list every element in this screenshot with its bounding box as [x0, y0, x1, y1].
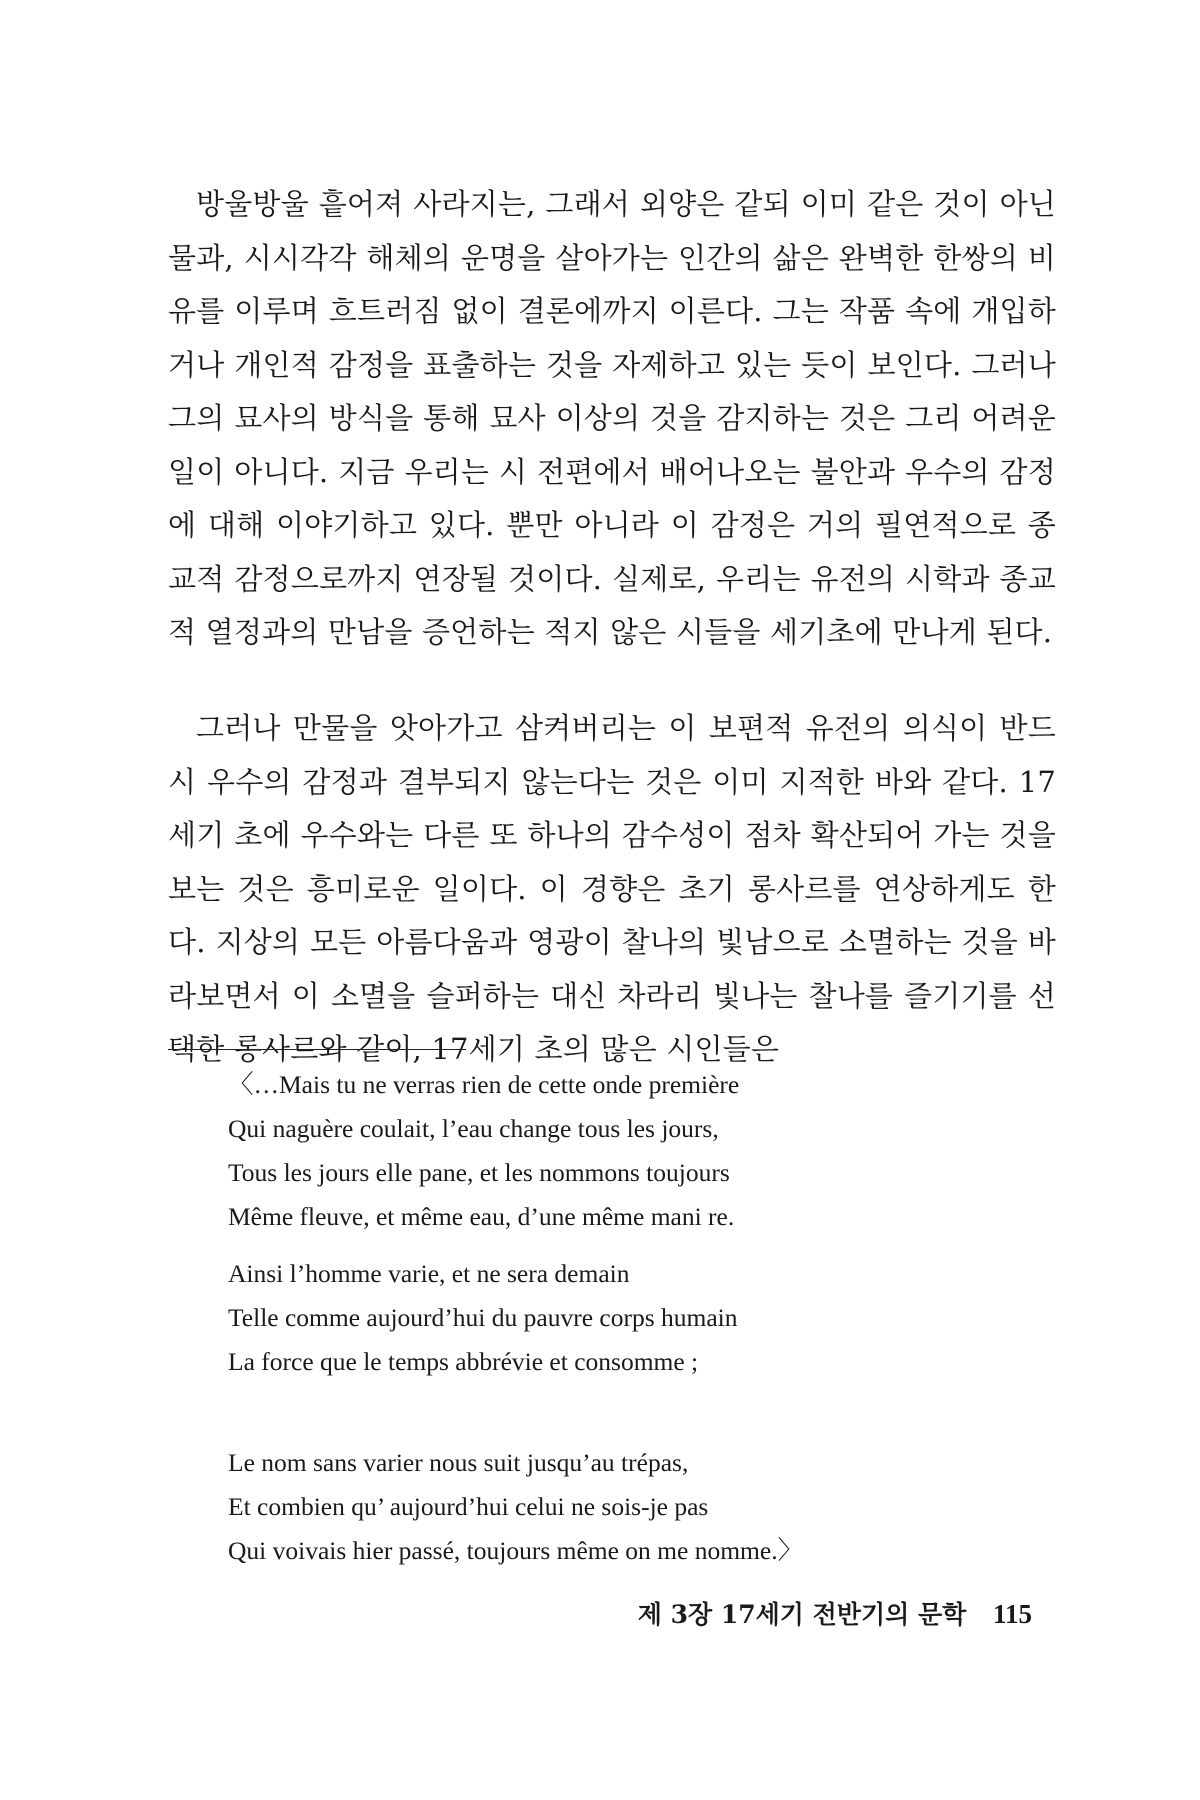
poem-line: Qui naguère coulait, l’eau change tous les jours, — [228, 1114, 719, 1143]
poem-line: Qui voivais hier passé, toujours même on me nomme.〉 — [228, 1536, 804, 1565]
body-paragraph: 방울방울 흩어져 사라지는, 그래서 외양은 같되 이미 같은 것이 아닌 물과, 시시각각 해체의 운명을 살아가는 인간의 삶은 완벽한 한쌍의 비유를 이루며 흐트러짐 없이 결론에까지 이른다. 그는 작품 속에 개입하거나 개인적 감정을 표출하는 것을 자제하고 있는 듯이 보인다. 그러나 그의 묘사의 방식을 통해 묘사 이상의 것을 감지하는 것은 그리 어려운 일이 아니다. 지금 우리는 시 전편에서 배어나오는 불안과 우수의 감정에 대해 이야기하고 있다. 뿐만 아니라 이 감정은 거의 필연적으로 종교적 감정으로까지 연장될 것이다. 실제로, 우리는 유전의 시학과 종교적 열정과의 만남을 증언하는 적지 않은 시들을 세기초에 만나게 된다. — [168, 187, 1056, 649]
poem-stanza — [228, 1441, 1058, 1573]
poem-line: Ainsi l’homme varie, et ne sera demain — [228, 1259, 630, 1288]
poem-line: La force que le temps abbrévie et consomme ; — [228, 1347, 699, 1376]
page-number: 115 — [992, 1599, 1032, 1629]
footnote-divider — [168, 1049, 466, 1050]
poem-line: Le nom sans varier nous suit jusqu’au trépas, — [228, 1448, 689, 1477]
body-paragraph: 그러나 만물을 앗아가고 삼켜버리는 이 보편적 유전의 의식이 반드시 우수의 감정과 결부되지 않는다는 것은 이미 지적한 바와 같다. 17세기 초에 우수와는 다른 또 하나의 감수성이 점차 확산되어 가는 것을 보는 것은 흥미로운 일이다. 이 경향은 초기 롱사르를 연상하게도 한다. 지상의 모든 아름다움과 영광이 찰나의 빛남으로 소멸하는 것을 바라보면서 이 소멸을 슬퍼하는 대신 차라리 빛나는 찰나를 즐기기를 선택한 롱사르와 같이, 17세기 초의 많은 시인들은 — [168, 711, 1056, 1066]
chapter-title: 제 3장 17세기 전반기의 문학 — [637, 1600, 967, 1629]
poem-line: 〈…Mais tu ne verras rien de cette onde première — [228, 1070, 740, 1099]
poem-stanza — [228, 1252, 1058, 1384]
poem-stanza — [228, 1063, 1058, 1239]
running-footer — [638, 1595, 1032, 1631]
poem-line: Même fleuve, et même eau, d’une même mani re. — [228, 1202, 735, 1231]
poem-line: Et combien qu’ aujourd’hui celui ne sois-je pas — [228, 1492, 709, 1521]
poem-line: Telle comme aujourd’hui du pauvre corps humain — [228, 1303, 738, 1332]
poem-line: Tous les jours elle pane, et les nommons toujours — [228, 1158, 730, 1187]
